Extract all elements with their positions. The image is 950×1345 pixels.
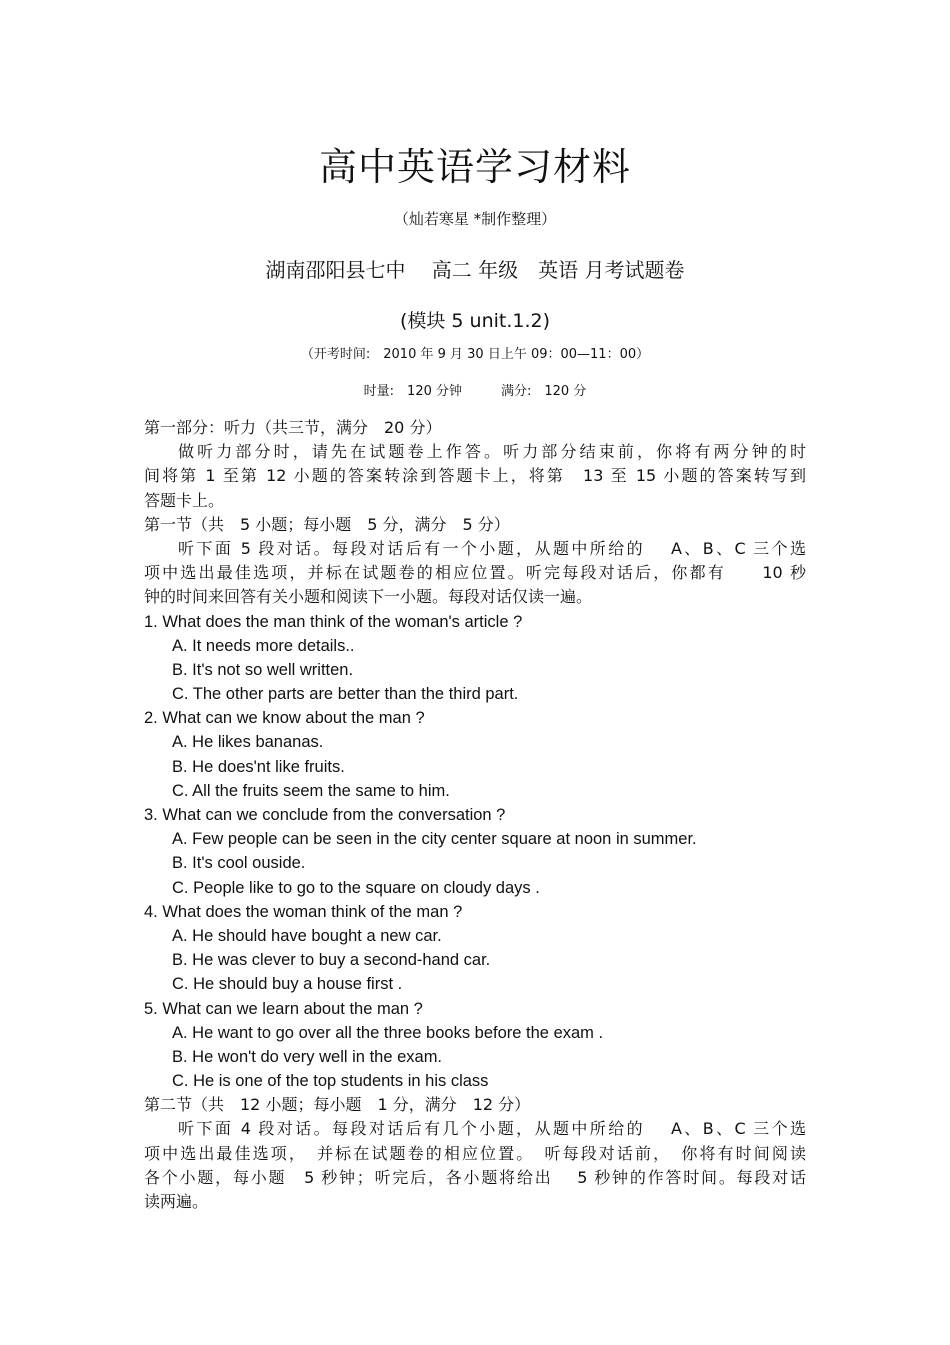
question-option: B. It's not so well written. <box>172 660 354 679</box>
section2-instruction-line: 听下面 4 段对话。每段对话后有几个小题，从题中所给的 A、B、C 三个选 <box>178 1119 806 1139</box>
question-option: C. People like to go to the square on cloudy days . <box>172 878 540 897</box>
question-option: C. The other parts are better than the third part. <box>172 685 519 704</box>
module-label: (模块 5 unit.1.2) <box>399 310 551 332</box>
section2-heading: 第二节（共 12 小题；每小题 1 分，满分 12 分） <box>144 1095 531 1115</box>
document-subtitle: （灿若寒星 *制作整理） <box>393 210 557 228</box>
question-stem: 2. What can we know about the man ? <box>144 709 425 728</box>
question-stem: 3. What can we conclude from the conversation ? <box>144 806 506 824</box>
question-option: C. He is one of the top students in his class <box>172 1072 489 1091</box>
document-title: 高中英语学习材料 <box>318 145 631 189</box>
question-stem: 1. What does the man think of the woman's article ? <box>144 612 523 631</box>
duration-score: 时量: 120 分钟 满分: 120 分 <box>363 384 587 399</box>
part1-instruction-line: 做听力部分时，请先在试题卷上作答。听力部分结束前，你将有两分钟的时 <box>178 442 806 462</box>
part1-instruction-line: 答题卡上。 <box>144 490 225 510</box>
question-option: B. He does'nt like fruits. <box>172 757 345 776</box>
part1-instruction-line: 间将第 1 至第 12 小题的答案转涂到答题卡上，将第 13 至 15 小题的答案转写到 <box>144 466 806 486</box>
section1-heading: 第一节（共 5 小题；每小题 5 分，满分 5 分） <box>144 514 510 534</box>
question-option: C. All the fruits seem the same to him. <box>172 781 450 800</box>
section1-instruction-line: 听下面 5 段对话。每段对话后有一个小题，从题中所给的 A、B、C 三个选 <box>178 538 806 558</box>
question-option: A. He should have bought a new car. <box>172 926 442 945</box>
section2-instruction-line: 读两遍。 <box>144 1192 209 1211</box>
section1-instruction-line: 项中选出最佳选项，并标在试题卷的相应位置。听完每段对话后，你都有 10 秒 <box>144 563 806 583</box>
section2-instruction-line: 各个小题，每小题 5 秒钟；听完后，各小题将给出 5 秒钟的作答时间。每段对话 <box>144 1167 806 1187</box>
question-option: A. Few people can be seen in the city center square at noon in summer. <box>172 830 697 849</box>
question-option: B. It's cool ouside. <box>172 854 306 873</box>
exam-time: （开考时间: 2010 年 9 月 30 日上午 09：00—11：00） <box>300 347 650 362</box>
section1-instruction-line: 钟的时间来回答有关小题和阅读下一小题。每段对话仅读一遍。 <box>144 587 593 607</box>
question-option: A. He want to go over all the three books before the exam . <box>172 1023 604 1042</box>
document-body <box>144 416 806 1214</box>
question-option: A. He likes bananas. <box>172 733 324 752</box>
question-option: B. He won't do very well in the exam. <box>172 1047 443 1066</box>
question-stem: 4. What does the woman think of the man ? <box>144 902 463 921</box>
question-option: A. It needs more details.. <box>172 636 355 655</box>
question-option: B. He was clever to buy a second-hand car. <box>172 951 491 970</box>
question-option: C. He should buy a house first . <box>172 975 403 994</box>
exam-title: 湖南邵阳县七中 高二 年级 英语 月考试题卷 <box>265 258 685 282</box>
section2-instruction-line: 项中选出最佳选项， 并标在试题卷的相应位置。 听每段对话前， 你将有时间阅读 <box>144 1143 806 1163</box>
question-stem: 5. What can we learn about the man ? <box>144 999 423 1018</box>
part1-heading: 第一部分：听力（共三节，满分 20 分） <box>144 418 442 437</box>
